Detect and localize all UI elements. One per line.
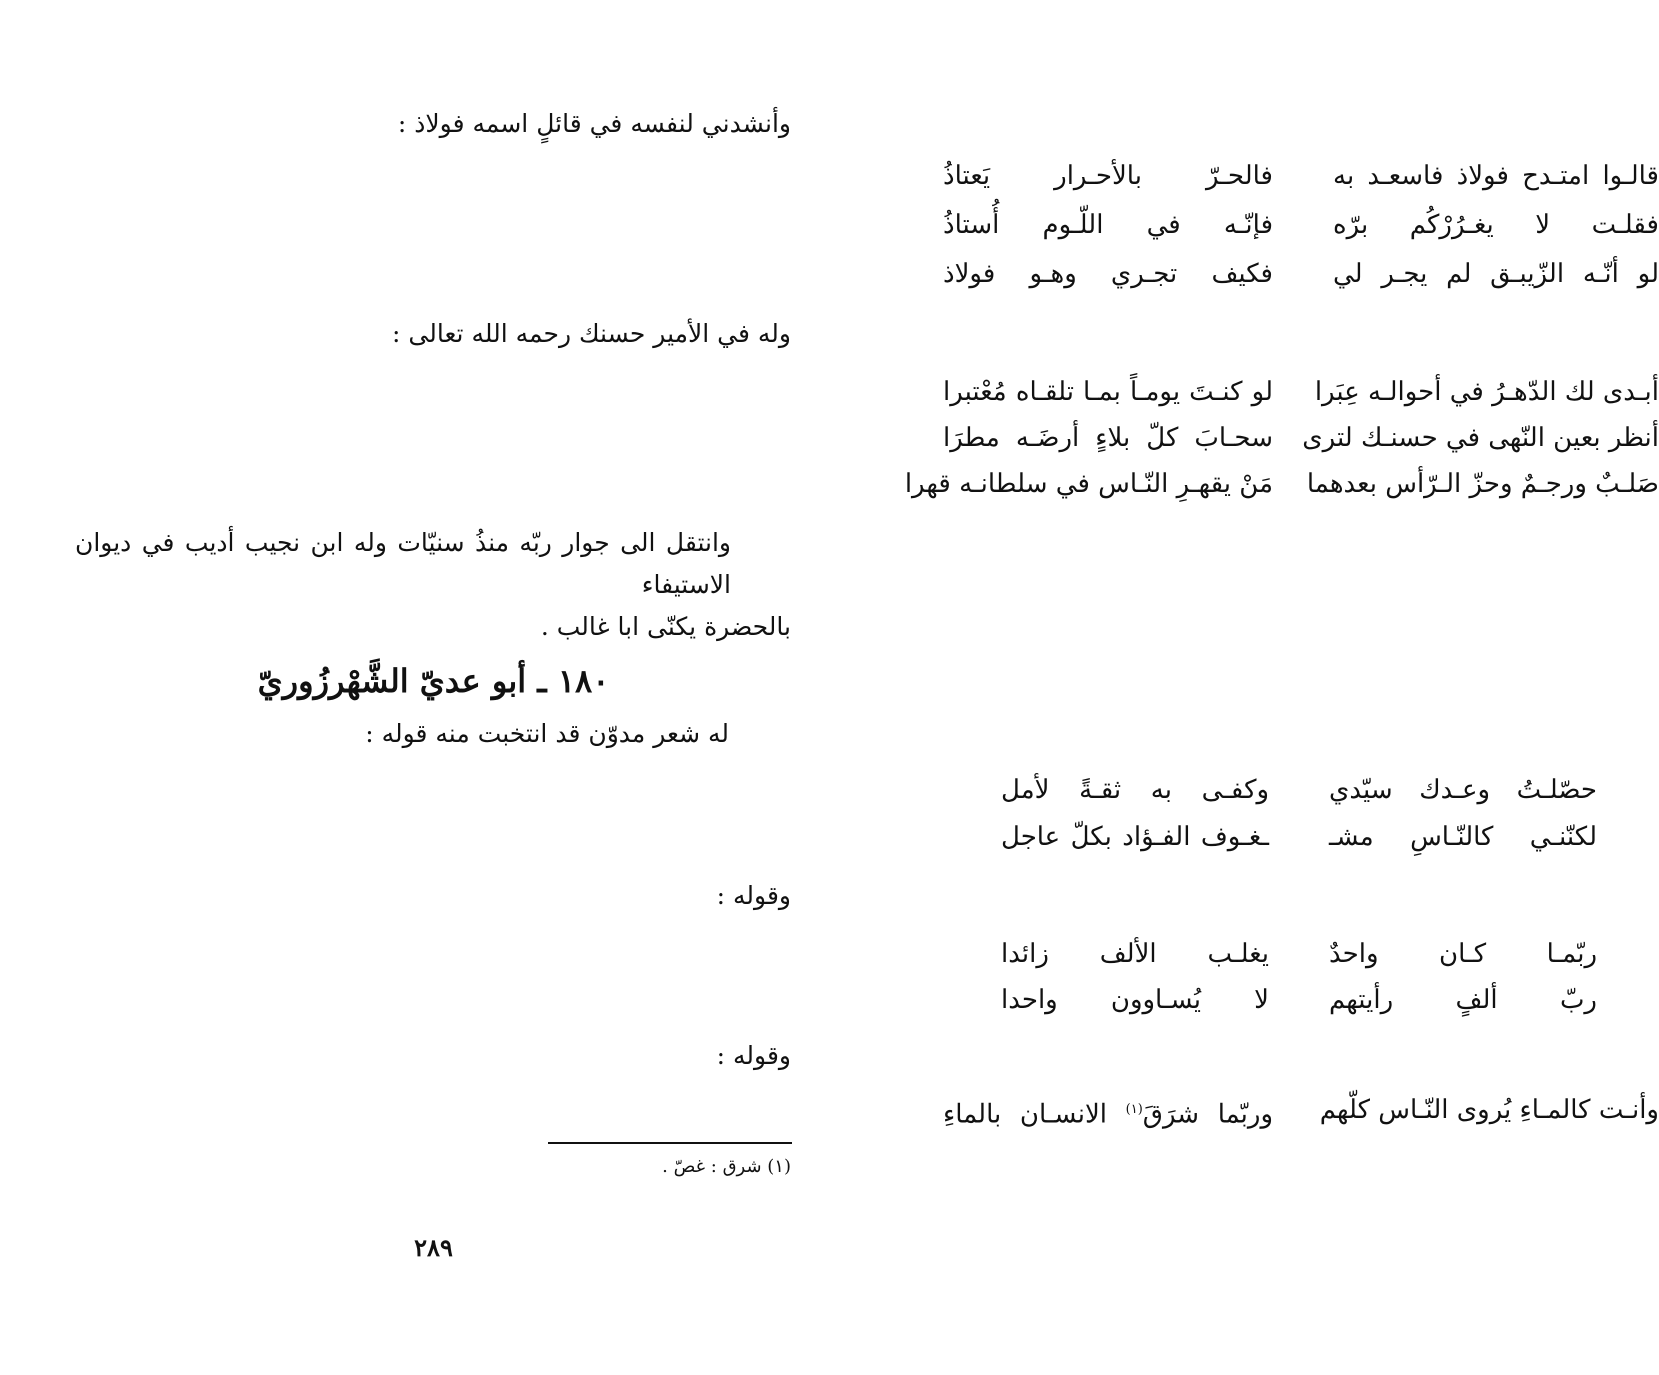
hemistich-second: فكيف تجـري وهـو فولاذ xyxy=(943,259,1273,289)
footnote: (١) شرق : غصّ . xyxy=(662,1156,791,1177)
hemistich-second-part-b: الانسـان بالماءِ xyxy=(943,1099,1107,1130)
intro-line-4: وقوله : xyxy=(716,881,791,910)
hemistich-first: فقلـت لا يغـرُرْكُم برّه xyxy=(1333,210,1659,240)
hemistich-first: ربّمـا كـان واحدٌ xyxy=(1329,939,1597,969)
hemistich-second-part-a: وربّما شرَقَ xyxy=(1142,1099,1273,1130)
hemistich-first: قالـوا امتـدح فولاذ فاسعـد به xyxy=(1333,161,1659,191)
paragraph-line-1: وانتقل الى جوار ربّه منذُ سنيّات وله ابن نجيب أديب في ديوان الاستيفاء xyxy=(75,528,731,599)
section-heading: ١٨٠ ـ أبو عديّ الشَّهْرزُوريّ xyxy=(257,662,610,700)
hemistich-second: سحـابَ كلّ بلاءٍ أرضَـه مطرَا xyxy=(943,423,1273,453)
hemistich-first: وأنـت كالمـاءِ يُروى النّـاس كلّهم xyxy=(1319,1095,1659,1125)
hemistich-second: لا يُسـاوون واحدا xyxy=(1001,985,1269,1015)
hemistich-second: فإنّـه في اللّـوم أُستاذُ xyxy=(943,210,1273,240)
hemistich-first: صَلـبٌ ورجـمٌ وحزّ الـرّأس بعدهما xyxy=(1306,469,1659,499)
paragraph-line-2: بالحضرة يكنّى ابا غالب . xyxy=(540,612,791,641)
intro-line-2: وله في الأمير حسنك رحمه الله تعالى : xyxy=(392,319,791,348)
intro-line-3: له شعر مدوّن قد انتخبت منه قوله : xyxy=(365,719,729,748)
hemistich-second: ـغـوف الفـؤاد بكلّ عاجل xyxy=(1001,822,1269,852)
hemistich-second xyxy=(943,1088,1273,1132)
hemistich-second: يغلـب الألف زائدا xyxy=(1001,939,1269,969)
hemistich-second: مَنْ يقهـرِ النّـاس في سلطانـه قهرا xyxy=(904,469,1273,499)
hemistich-first: لو أنّـه الزّيبـق لم يجـر لي xyxy=(1333,259,1659,289)
hemistich-second: لو كنـتَ يومـاً بمـا تلقـاه مُعْتبرا xyxy=(943,377,1273,407)
hemistich-first: ربّ ألفٍ رأيتهم xyxy=(1329,985,1597,1015)
intro-line-1: وأنشدني لنفسه في قائلٍ اسمه فولاذ : xyxy=(397,109,791,138)
hemistich-first: لكنّنـي كالنّـاسِ مشـ xyxy=(1329,822,1597,852)
page-number: ٢٨٩ xyxy=(414,1233,453,1262)
hemistich-second: فالحـرّ بالأحـرار يَعتاذُ xyxy=(943,161,1273,191)
hemistich-second: وكفـى به ثقـةً لأمل xyxy=(1001,775,1269,805)
hemistich-first: أبـدى لك الدّهـرُ في أحوالـه عِبَرا xyxy=(1314,377,1659,407)
hemistich-first: حصّلـتُ وعـدك سيّدي xyxy=(1329,775,1597,805)
intro-line-5: وقوله : xyxy=(716,1041,791,1070)
hemistich-first: أنظر بعين النّهى في حسنـك لترى xyxy=(1302,423,1659,453)
footnote-separator xyxy=(548,1142,792,1144)
footnote-marker: (١) xyxy=(1125,1102,1143,1117)
biography-paragraph xyxy=(75,522,791,648)
